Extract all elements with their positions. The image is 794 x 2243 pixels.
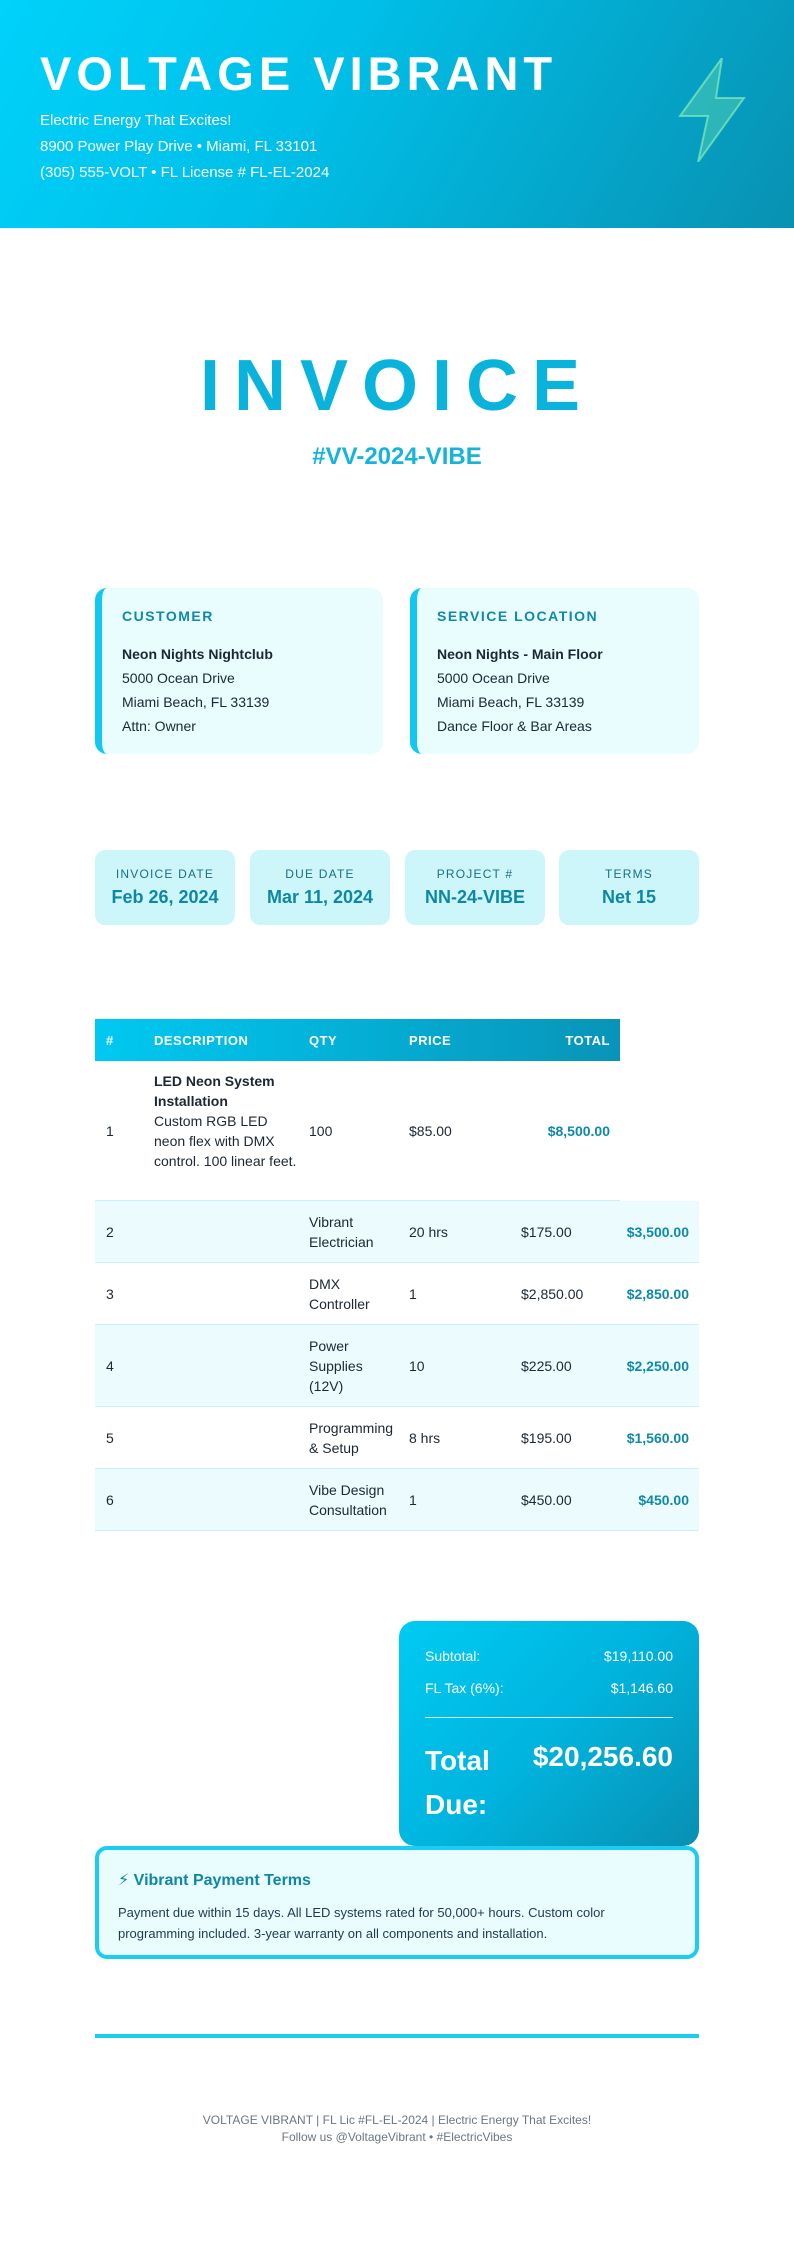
header-qty: QTY — [309, 1033, 338, 1048]
footer-info: VOLTAGE VIBRANT | FL Lic #FL-EL-2024 | Electric Energy That Excites! — [202, 2113, 592, 2127]
totals-divider — [425, 1717, 673, 1718]
row-price: $195.00 — [521, 1430, 572, 1446]
totals-card — [399, 1621, 699, 1846]
row-total: $2,250.00 — [626, 1358, 689, 1374]
row-price: $225.00 — [521, 1358, 572, 1374]
header-description: DESCRIPTION — [154, 1033, 249, 1048]
company-header — [0, 0, 794, 228]
row-qty: 8 hrs — [409, 1430, 441, 1446]
customer-street: 5000 Ocean Drive — [122, 670, 235, 686]
table-header — [95, 1019, 620, 1061]
customer-city: Miami Beach, FL 33139 — [122, 694, 270, 710]
row-number: 5 — [106, 1430, 114, 1446]
total-due-value: $20,256.60 — [532, 1741, 673, 1772]
footer-divider — [95, 2034, 699, 2038]
customer-attn: Attn: Owner — [122, 718, 196, 734]
invoice-number: #VV-2024-VIBE — [312, 443, 482, 470]
customer-heading: CUSTOMER — [122, 608, 214, 624]
invoice-date-box — [95, 850, 235, 925]
table-row — [95, 1201, 699, 1263]
header-price: PRICE — [409, 1033, 452, 1048]
tax-row — [425, 1680, 673, 1696]
row-price: $450.00 — [521, 1492, 572, 1508]
table-row — [95, 1061, 620, 1201]
meta-label: TERMS — [605, 867, 653, 881]
row-number: 2 — [106, 1224, 114, 1240]
row-price: $85.00 — [409, 1123, 452, 1139]
row-total: $450.00 — [638, 1492, 689, 1508]
row-number: 4 — [106, 1358, 114, 1374]
customer-card — [95, 588, 383, 754]
meta-value: Feb 26, 2024 — [111, 887, 219, 907]
service-location-name: Neon Nights - Main Floor — [437, 646, 603, 662]
row-title: LED Neon System Installation — [154, 1073, 275, 1109]
terms-box — [559, 850, 699, 925]
company-address: 8900 Power Play Drive • Miami, FL 33101 — [40, 138, 318, 155]
row-description: Power Supplies (12V) — [309, 1338, 363, 1394]
row-total: $2,850.00 — [626, 1286, 689, 1302]
project-number-box — [405, 850, 545, 925]
row-description: Vibe Design Consultation — [309, 1482, 387, 1518]
row-description: Programming & Setup — [309, 1420, 394, 1456]
table-row — [95, 1407, 699, 1469]
service-location-heading: SERVICE LOCATION — [437, 608, 599, 624]
row-description: Vibrant Electrician — [309, 1214, 374, 1250]
table-row — [95, 1325, 699, 1407]
service-location-card — [410, 588, 699, 754]
row-qty: 20 hrs — [409, 1224, 448, 1240]
subtotal-label: Subtotal: — [425, 1648, 481, 1664]
service-location-area: Dance Floor & Bar Areas — [437, 718, 592, 734]
row-detail: Custom RGB LED neon flex with DMX control. 100 linear feet. — [154, 1113, 297, 1169]
company-name: VOLTAGE VIBRANT — [40, 47, 558, 100]
footer-social: Follow us @VoltageVibrant • #ElectricVibes — [281, 2130, 513, 2144]
subtotal-row — [425, 1648, 673, 1664]
meta-value: Mar 11, 2024 — [266, 887, 374, 907]
header-total: TOTAL — [565, 1033, 610, 1048]
company-contact: (305) 555-VOLT • FL License # FL-EL-2024 — [40, 164, 330, 181]
meta-label: DUE DATE — [285, 867, 355, 881]
table-row — [95, 1263, 699, 1325]
payment-terms-title: ⚡ Vibrant Payment Terms — [118, 1872, 311, 1889]
service-location-city: Miami Beach, FL 33139 — [437, 694, 585, 710]
row-qty: 100 — [309, 1123, 333, 1139]
lightning-bolt-icon — [672, 58, 750, 162]
row-description: DMX Controller — [309, 1276, 370, 1312]
header-num: # — [106, 1033, 114, 1048]
row-number: 1 — [106, 1123, 114, 1139]
tax-value: $1,146.60 — [610, 1680, 673, 1696]
row-price: $2,850.00 — [521, 1286, 584, 1302]
row-description — [154, 1071, 299, 1171]
row-price: $175.00 — [521, 1224, 572, 1240]
invoice-title: INVOICE — [199, 346, 595, 426]
meta-value: Net 15 — [601, 887, 657, 907]
meta-value: NN-24-VIBE — [424, 887, 526, 907]
meta-label: PROJECT # — [436, 867, 514, 881]
row-qty: 1 — [409, 1492, 417, 1508]
row-total: $1,560.00 — [626, 1430, 689, 1446]
subtotal-value: $19,110.00 — [603, 1648, 673, 1664]
tax-label: FL Tax (6%): — [425, 1680, 504, 1696]
due-date-box — [250, 850, 390, 925]
meta-label: INVOICE DATE — [115, 867, 215, 881]
customer-name: Neon Nights Nightclub — [122, 646, 273, 662]
payment-terms-box — [95, 1846, 699, 1959]
table-row — [95, 1469, 699, 1531]
row-number: 6 — [106, 1492, 114, 1508]
service-location-street: 5000 Ocean Drive — [437, 670, 550, 686]
row-total: $3,500.00 — [626, 1224, 689, 1240]
company-tagline: Electric Energy That Excites! — [40, 112, 232, 129]
total-due-label: Total Due: — [425, 1745, 490, 1820]
row-number: 3 — [106, 1286, 114, 1302]
payment-terms-text: Payment due within 15 days. All LED systems rated for 50,000+ hours. Custom color programming included. 3-year warranty on all components and installation. — [118, 1905, 605, 1941]
row-total: $8,500.00 — [547, 1123, 610, 1139]
row-qty: 10 — [409, 1358, 425, 1374]
row-qty: 1 — [409, 1286, 417, 1302]
